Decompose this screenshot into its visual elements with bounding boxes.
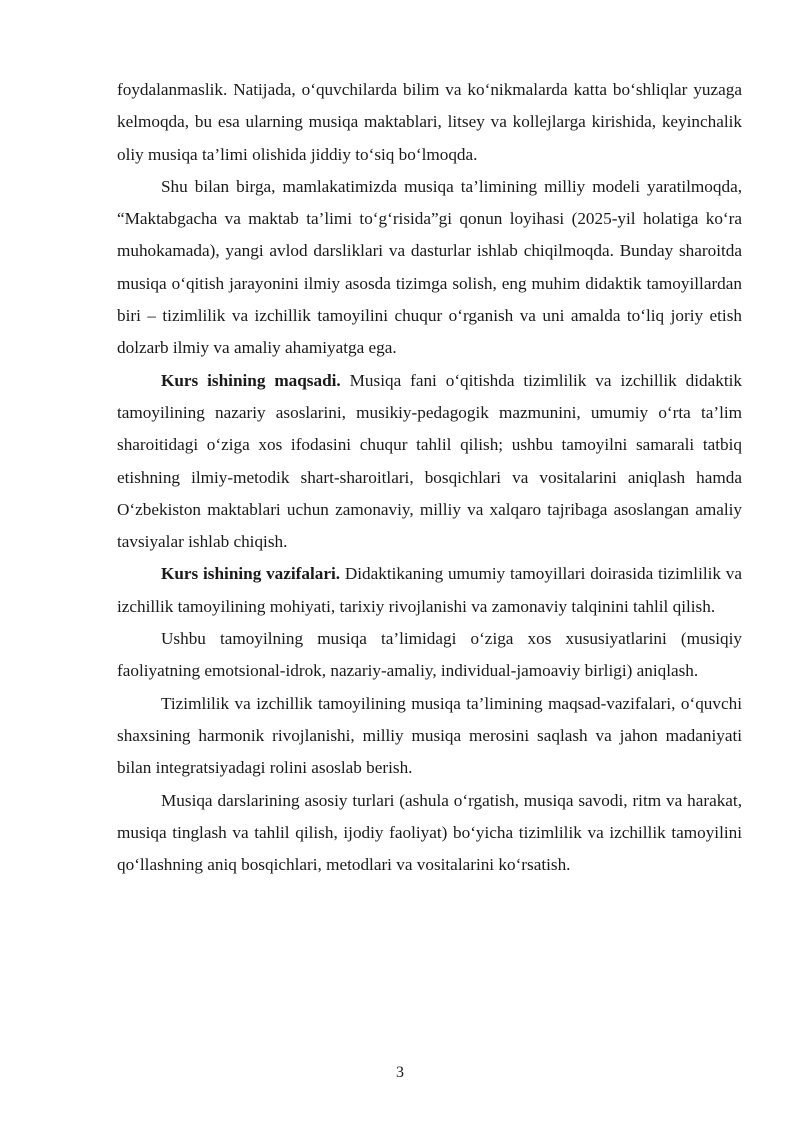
paragraph-text: Musiqa fani o‘qitishda tizimlilik va izchillik didaktik tamoyilining nazariy asoslarini, musikiy-pedagogik mazmunini, umumiy o‘rta ta’lim sharoitidagi o‘ziga xos ifodasini chuqur tahlil qilish; ushbu tamoyilni samarali tatbiq etishning ilmiy-metodik shart-sharoitlari, bosqichlari va vositalarini aniqlash hamda O‘zbekiston maktablari uchun zamonaviy, milliy va xalqaro tajribaga asoslangan amaliy tavsiyalar ishlab chiqish. (117, 370, 742, 552)
paragraph-text: Ushbu tamoyilning musiqa ta’limidagi o‘ziga xos xususiyatlarini (musiqiy faoliyatning emotsional-idrok, nazariy-amaliy, individual-jamoaviy birligi) aniqlash. (117, 629, 742, 681)
paragraph-text: Tizimlilik va izchillik tamoyilining musiqa ta’limining maqsad-vazifalari, o‘quvchi shaxsining harmonik rivojlanishi, milliy musiqa merosini saqlash va jahon madaniyati bilan integratsiyadagi rolini asoslab berish. (117, 693, 742, 778)
paragraph-text: Musiqa darslarining asosiy turlari (ashula o‘rgatish, musiqa savodi, ritm va harakat, musiqa tinglash va tahlil qilish, ijodiy faoliyat) bo‘yicha tizimlilik va izchillik tamoyilini qo‘llashning aniq bosqichlari, metodlari va vositalarini ko‘rsatish. (117, 790, 742, 875)
paragraph (117, 688, 742, 785)
paragraph-text: Didaktikaning umumiy tamoyillari doirasida tizimlilik va izchillik tamoyilining mohiyati, tarixiy rivojlanishi va zamonaviy talqinini tahlil qilish. (117, 564, 742, 616)
section-heading-goal: Kurs ishining maqsadi. (161, 370, 341, 390)
section-heading-tasks: Kurs ishining vazifalari. (161, 564, 341, 584)
paragraph-course-tasks (117, 558, 742, 623)
paragraph (117, 171, 742, 365)
paragraph (117, 623, 742, 688)
paragraph (117, 785, 742, 882)
paragraph-text: foydalanmaslik. Natijada, o‘quvchilarda bilim va ko‘nikmalarda katta bo‘shliqlar yuzaga kelmoqda, bu esa ularning musiqa maktablari, litsey va kollejlarga kirishida, keyinchalik oliy musiqa ta’limi olishida jiddiy to‘siq bo‘lmoqda. (117, 80, 742, 164)
paragraph-text: Shu bilan birga, mamlakatimizda musiqa ta’limining milliy modeli yaratilmoqda, “Maktabgacha va maktab ta’limi to‘g‘risida”gi qonun loyihasi (2025-yil holatiga ko‘ra muhokamada), yangi avlod darsliklari va dasturlar ishlab chiqilmoqda. Bunday sharoitda musiqa o‘qitish jarayonini ilmiy asosda tizimga solish, eng muhim didaktik tamoyillardan biri – tizimlilik va izchillik tamoyilini chuqur o‘rganish va uni amalda to‘liq joriy etish dolzarb ilmiy va amaliy ahamiyatga ega. (117, 176, 742, 358)
body-text (117, 74, 742, 881)
paragraph-course-goal (117, 365, 742, 559)
page-number: 3 (396, 1064, 404, 1081)
paragraph (117, 74, 742, 171)
